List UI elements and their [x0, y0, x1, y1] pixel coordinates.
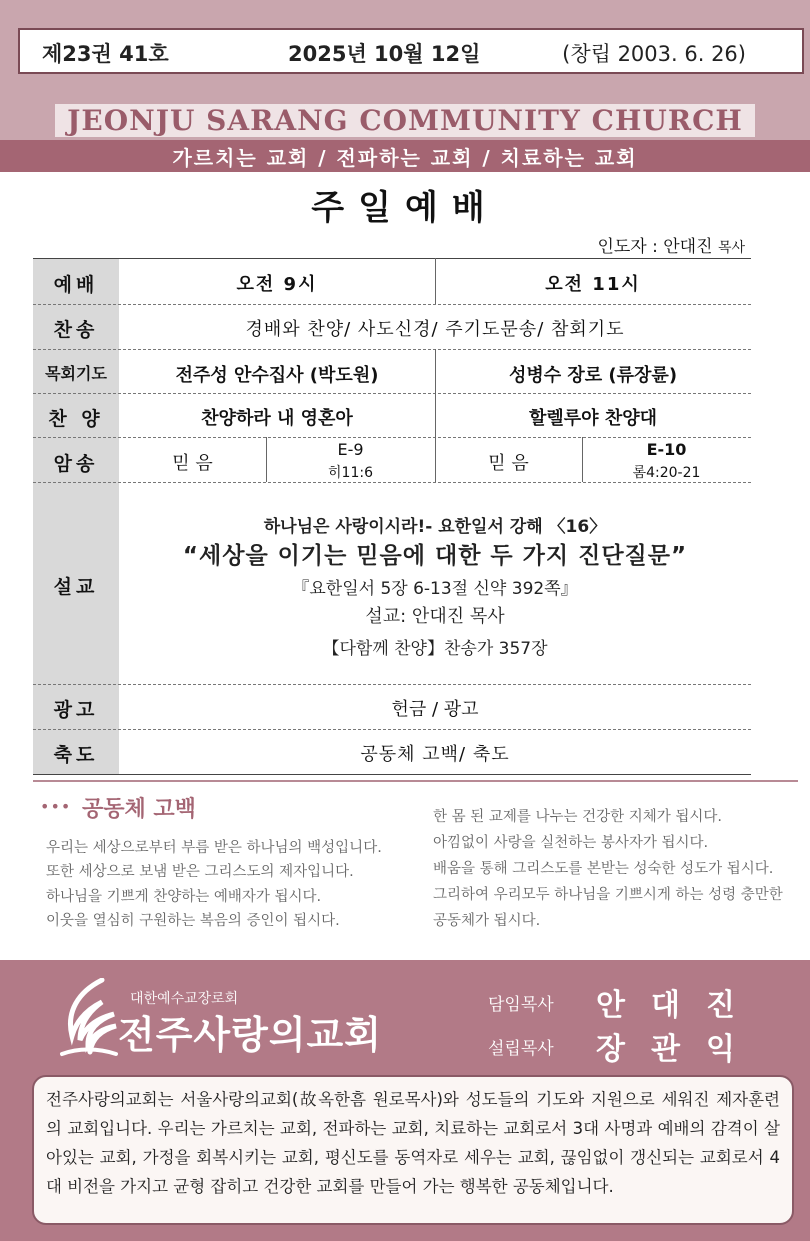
volume-issue: 제23권 41호 — [42, 42, 169, 66]
choir-11: 할렐루야 찬양대 — [529, 408, 657, 429]
recite-9-code: E-9 — [337, 440, 364, 459]
confession-right-line: 배움을 통해 그리스도를 본받는 성숙한 성도가 됩시다. — [433, 861, 774, 877]
label-announcement: 광고 — [53, 699, 99, 721]
denomination: 대한예수교장로회 — [130, 991, 239, 1007]
sermon-series: 하나님은 사랑이시라!- 요한일서 강해 〈16〉 — [263, 517, 607, 537]
founding-pastor-name: 장관익 — [596, 1032, 761, 1067]
confession-right-line: 그리하여 우리모두 하나님을 기쁘시게 하는 성령 충만한 — [433, 887, 783, 903]
praise-order: 경배와 찬양/ 사도신경/ 주기도문송/ 참회기도 — [245, 319, 625, 340]
confession-left-line: 또한 세상으로 보냄 받은 그리스도의 제자입니다. — [46, 864, 354, 880]
preacher: 설교: 안대진 목사 — [365, 606, 505, 627]
confession-left-line: 이웃을 열심히 구원하는 복음의 증인이 됩시다. — [46, 913, 340, 929]
recite-11-label: 믿 음 — [488, 453, 529, 474]
leader-label: 인도자 : — [597, 237, 658, 257]
label-sermon: 설교 — [53, 576, 99, 598]
prayer-9: 전주성 안수집사 (박도원) — [175, 365, 379, 386]
label-praise: 찬송 — [53, 319, 99, 341]
church-logo-icon — [58, 978, 120, 1060]
announcement-text: 헌금 / 광고 — [391, 699, 479, 720]
label-pastoral-prayer: 목회기도 — [45, 364, 107, 383]
church-intro-text: 전주사랑의교회는 서울사랑의교회(故옥한흠 원로목사)와 성도들의 기도와 지원으로 세워진 제자훈련의 교회입니다. 우리는 가르치는 교회, 전파하는 교회, 치료하는 교회로서 3대 사명과 예배의 감격이 살아있는 교회, 가정을 회복시키는 교회, 평신도를 동역자로 세우는 교회, 끊임없이 갱신되는 교회로서 4대 비전을 가지고 균형 잡히고 건강한 교회를 만들어 가는 행복한 공동체입니다. — [46, 1090, 780, 1196]
recite-11-code: E-10 — [646, 440, 687, 459]
table-bottom-line — [33, 774, 751, 775]
confession-right-line: 한 몸 된 교제를 나누는 건강한 지체가 됩시다. — [433, 809, 722, 825]
worship-leader — [597, 232, 745, 257]
church-korean-name: 전주사랑의교회 — [118, 1013, 382, 1057]
label-choir: 찬 양 — [48, 408, 104, 430]
row-divider — [33, 684, 751, 685]
leader-name: 안대진 — [663, 237, 713, 257]
founded-date: (창립 2003. 6. 26) — [562, 42, 746, 66]
row-divider — [33, 393, 751, 394]
choir-9: 찬양하라 내 영혼아 — [201, 408, 353, 429]
senior-pastor-name: 안대진 — [596, 988, 761, 1023]
recite-11-verse: 롬4:20-21 — [632, 465, 701, 481]
prayer-11: 성병수 장로 (류장륜) — [508, 365, 678, 386]
row-divider — [33, 349, 751, 350]
issue-info-box — [18, 28, 804, 74]
worship-time-9: 오전 9시 — [236, 274, 318, 295]
church-english-name: JEONJU SARANG COMMUNITY CHURCH — [0, 104, 810, 137]
recite-9-label: 믿 음 — [172, 453, 213, 474]
church-slogan: 가르치는 교회 / 전파하는 교회 / 치료하는 교회 — [172, 146, 638, 170]
confession-left-line: 하나님을 기쁘게 찬양하는 예배자가 됩시다. — [46, 889, 322, 905]
benediction-text: 공동체 고백/ 축도 — [360, 744, 510, 765]
confession-right-line: 아낌없이 사랑을 실천하는 봉사자가 됩시다. — [433, 835, 709, 851]
row-divider — [33, 482, 751, 483]
label-worship: 예배 — [53, 274, 99, 296]
table-top-line — [33, 258, 751, 259]
service-title: 주일예배 — [311, 188, 499, 228]
sermon-scripture: 『요한일서 5장 6-13절 신약 392쪽』 — [292, 579, 578, 599]
church-intro-box — [32, 1075, 794, 1225]
leader-role: 목사 — [717, 240, 745, 256]
confession-title: 공동체 고백 — [82, 797, 196, 822]
hymn: 【다함께 찬양】찬송가 357장 — [322, 639, 548, 659]
confession-left-line: 우리는 세상으로부터 부름 받은 하나님의 백성입니다. — [46, 840, 382, 856]
confession-dots-icon: ••• — [40, 797, 72, 816]
confession-right-line: 공동체가 됩시다. — [433, 913, 541, 929]
label-benediction: 축도 — [53, 744, 99, 766]
sermon-title: “세상을 이기는 믿음에 대한 두 가지 진단질문” — [182, 543, 688, 569]
row-divider — [33, 304, 751, 305]
issue-date: 2025년 10월 12일 — [288, 42, 481, 66]
label-recitation: 암송 — [53, 453, 99, 475]
worship-time-11: 오전 11시 — [545, 274, 641, 295]
founding-pastor-label: 설립목사 — [488, 1039, 554, 1059]
recite-9-verse: 히11:6 — [328, 465, 373, 481]
senior-pastor-label: 담임목사 — [488, 995, 554, 1015]
row-divider — [33, 437, 751, 438]
row-divider — [33, 729, 751, 730]
